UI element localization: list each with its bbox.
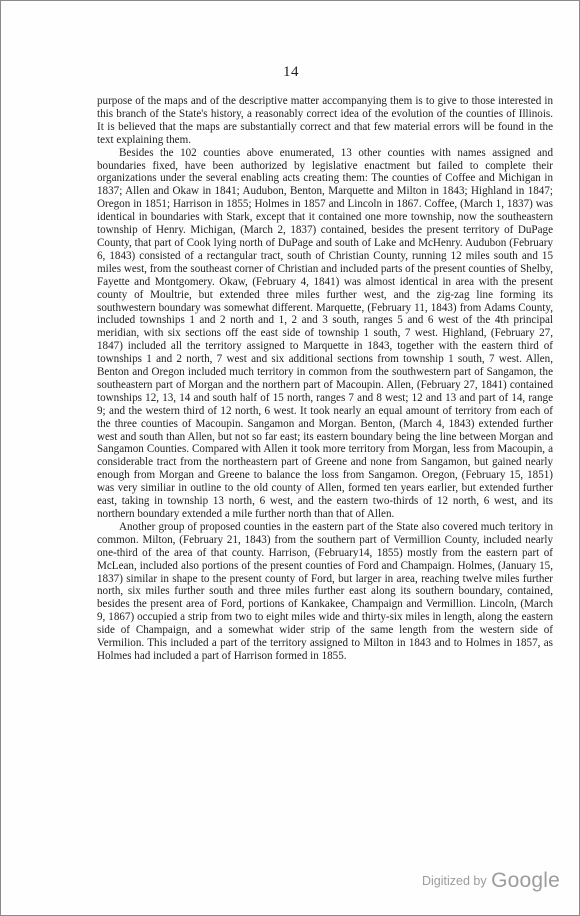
paragraph-unorganized-counties: Besides the 102 counties above enumerated, 13 other counties with names assigned and boundaries fixed, have been authorized by legislative enactment but failed to complete their organizations under the several enabling acts creating them: The counties of Coffee and Michigan in 1837; Allen and Okaw in 1841; Audubon, Benton, Marquette and Milton in 1843; Highland in 1847; Oregon in 1851; Harrison in 1855; Holmes in 1857 and Lincoln in 1867. Coffee, (March 1, 1837) was identical in boundaries with Stark, except that it contained one more township, now the southeastern township of Henry. Michigan, (March 2, 1837) contained, besides the present territory of DuPage County, that part of Cook lying north of DuPage and south of Lake and McHenry. Audubon (February 6, 1843) consisted of a rectangular tract, south of Christian County, running 12 miles south and 15 miles west, from the southeast corner of Christian and included parts of the present counties of Shelby, Fayette and Montgomery. Okaw, (February 4, 1841) was almost identical in area with the present county of Moultrie, but extended three miles further west, and the zig-zag line forming its southwestern boundary was somewhat different. Marquette, (February 11, 1843) from Adams County, included townships 1 and 2 north and 1, 2 and 3 south, ranges 5 and 6 west of the 4th principal meridian, with six sections off the east side of township 1 south, 7 west. Highland, (February 27, 1847) included all the territory assigned to Marquette in 1843, together with the eastern third of townships 1 and 2 north, 7 west and six additional sections from township 1 south, 7 west. Allen, Benton and Oregon included much territory in common from the southwestern part of Sangamon, the southeastern part of Morgan and the northern part of Macoupin. Allen, (February 27, 1841) contained townships 12, 13, 14 and south half of 15 north, ranges 7 and 8 west; 12 and 13 and part of 14, range 9; and the western third of 12 north, 6 west. It took nearly an equal amount of territory from each of the three counties of Macoupin. Sangamon and Morgan. Benton, (March 4, 1843) extended further west and south than Allen, but not so far east; its eastern boundary being the line between Morgan and Sangamon Counties. Compared with Allen it took more territory from Morgan, less from Macoupin, a considerable tract from the northeastern part of Greene and none from Sangamon, but gained nearly enough from Morgan and Greene to balance the loss from Sangamon. Oregon, (February 15, 1851) was very similiar in outline to the old county of Allen, formed ten years earlier, but extended further east, taking in township 13 north, 6 west, and the eastern two-thirds of 12 north, 6 west, and its northern boundary extended a mile further north than that of Allen. <box>97 146 553 520</box>
body-text <box>97 95 553 663</box>
paragraph-eastern-group: Another group of proposed counties in the eastern part of the State also covered much teritory in common. Milton, (February 21, 1843) from the southern part of Vermillion County, included nearly one-third of the area of that county. Harrison, (February14, 1855) mostly from the eastern part of McLean, included also portions of the present counties of Ford and Champaign. Holmes, (January 15, 1837) similar in shape to the present county of Ford, but larger in area, reaching twelve miles further north, six miles further south and three miles further east along its southern boundary, contained, besides the present area of Ford, portions of Kankakee, Champaign and Vermillion. Lincoln, (March 9, 1867) occupied a strip from two to eight miles wide and thirty-six miles in length, along the eastern side of Champaign, and a somewhat wider strip of the same length from the western side of Vermilion. This included a part of the territory assigned to Milton in 1843 and to Holmes in 1857, as Holmes had included a part of Harrison formed in 1855. <box>97 520 553 662</box>
watermark-prefix: Digitized by <box>422 874 487 888</box>
paragraph-continuation: purpose of the maps and of the descriptive matter accompanying them is to give to those interested in this branch of the State's history, a reasonably correct idea of the evolution of the counties of Illinois. It is believed that the maps are substantially correct and that few material errors will be found in the text explaining them. <box>97 95 553 146</box>
google-wordmark: Google <box>491 869 560 892</box>
page-number: 14 <box>283 64 299 80</box>
digitized-by-google-watermark <box>422 869 560 893</box>
